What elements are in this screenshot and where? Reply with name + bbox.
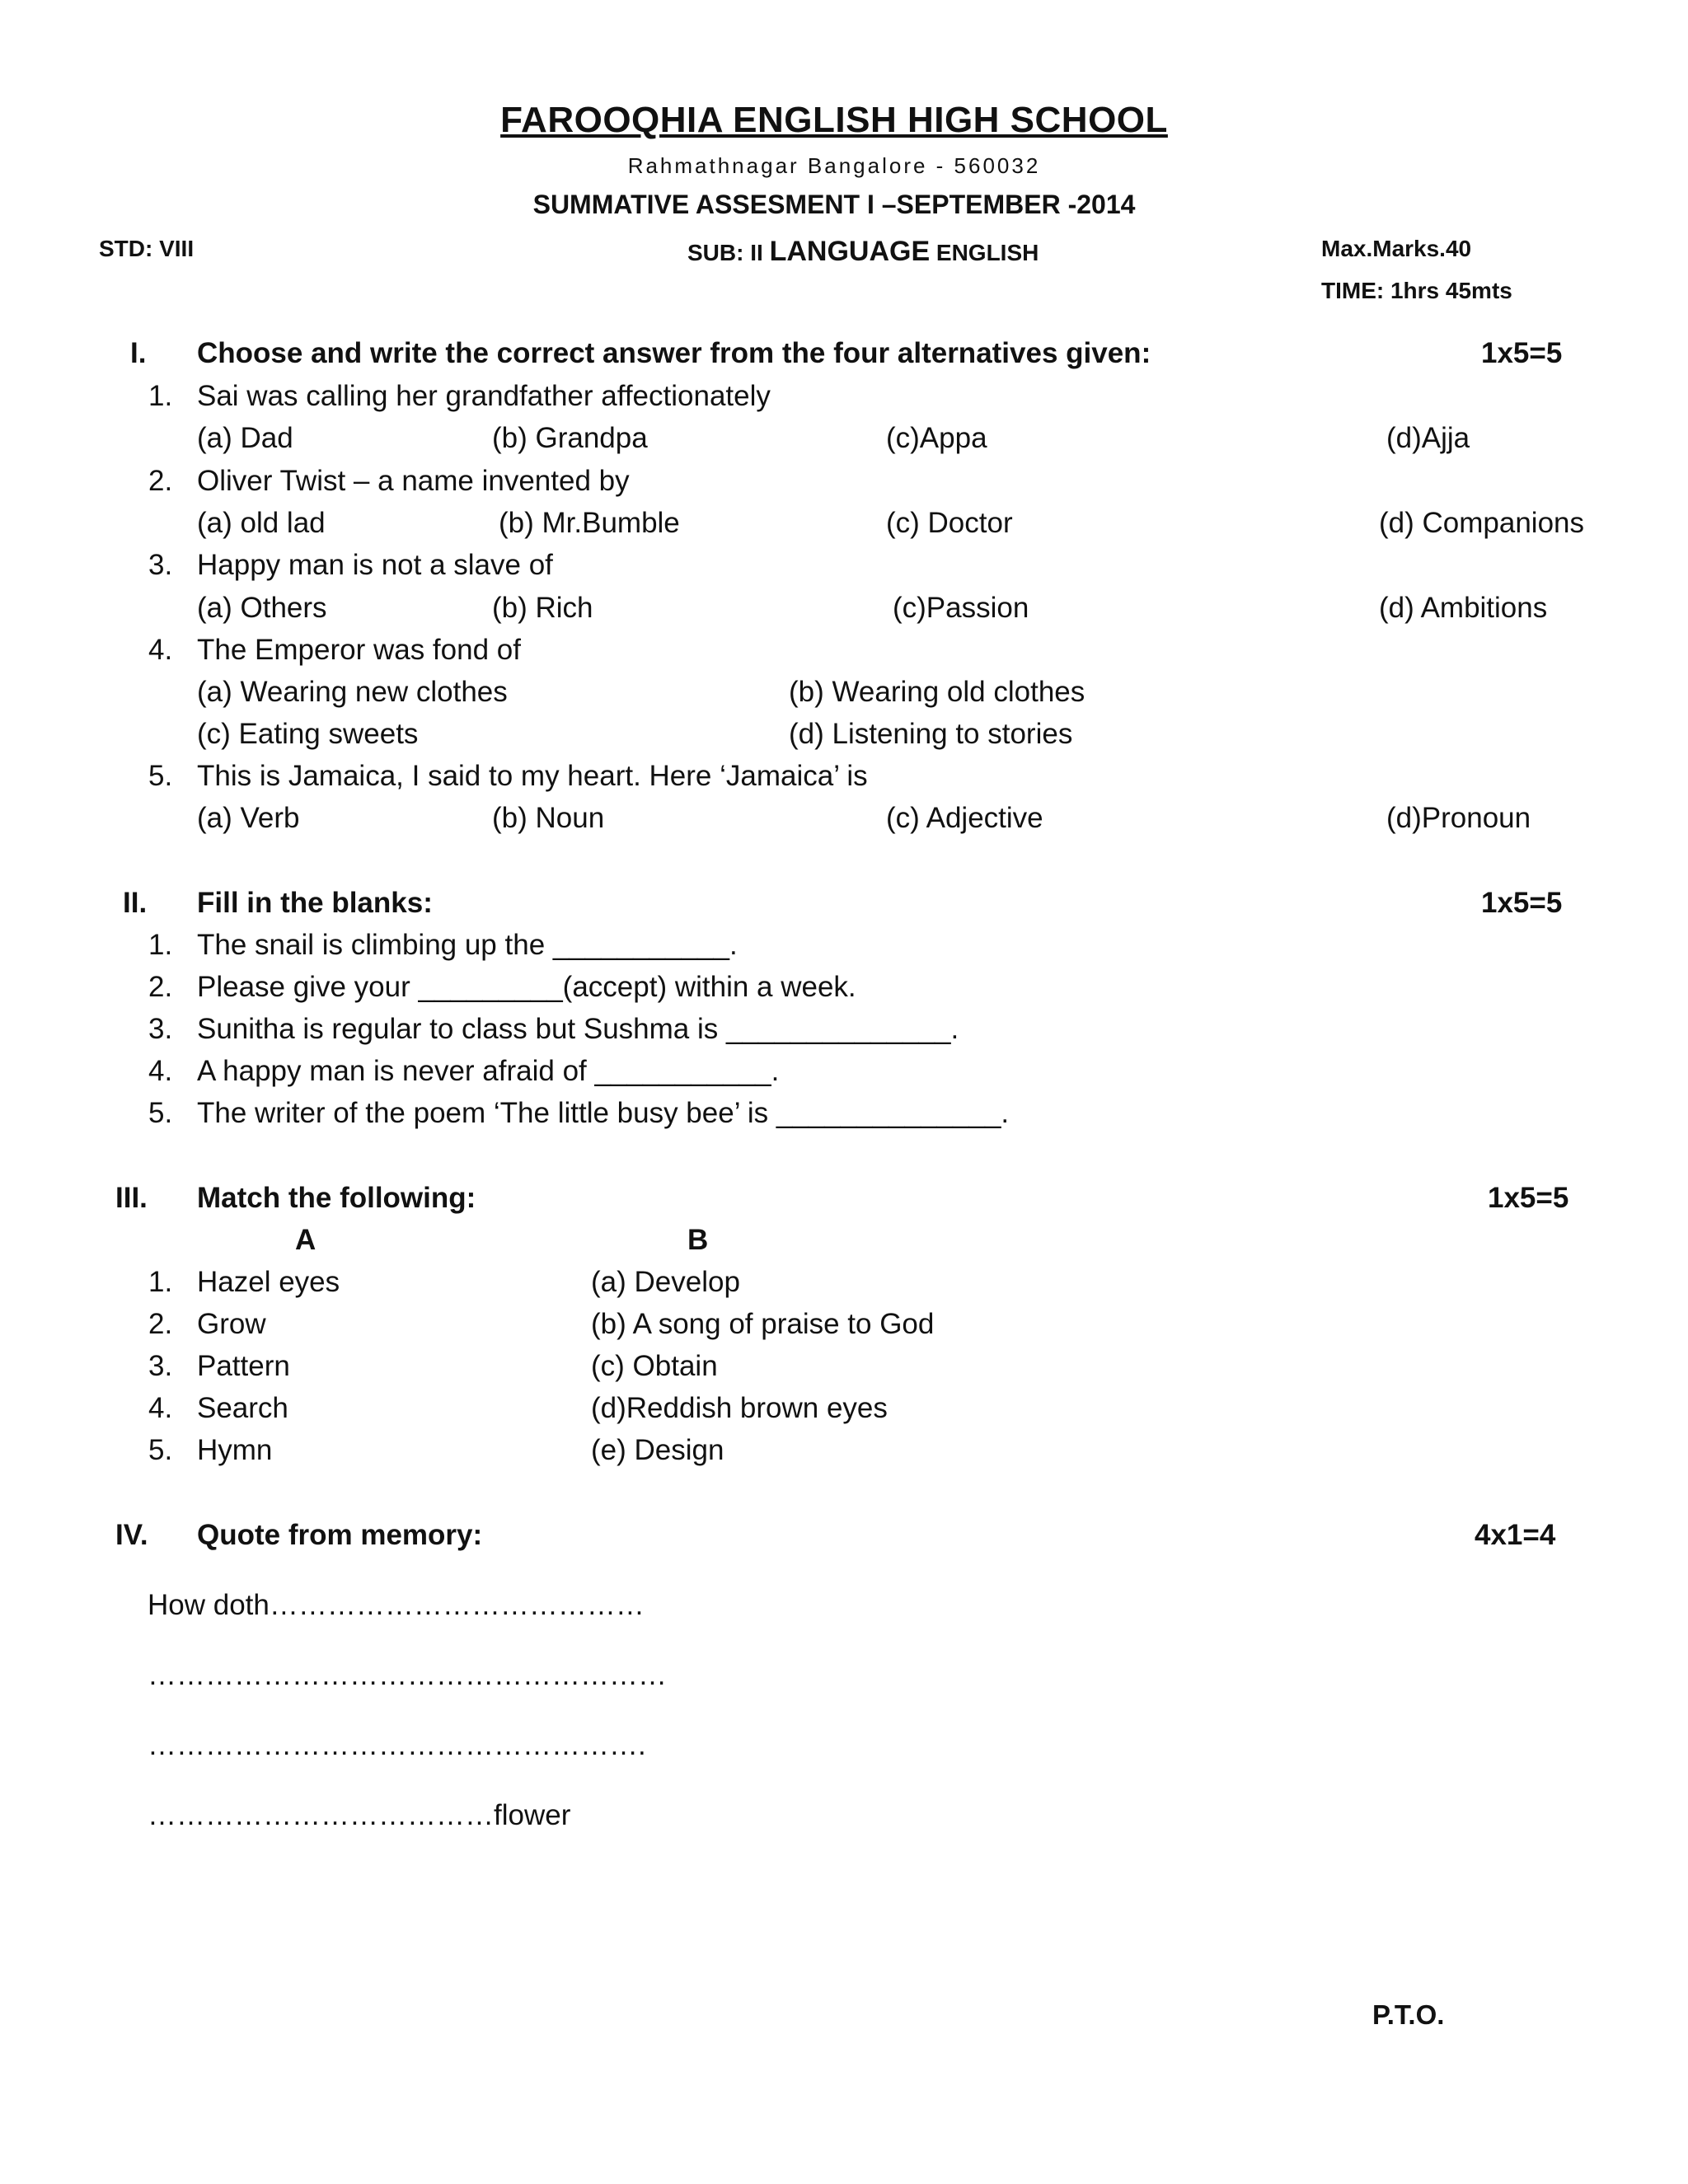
item-number: 3. [148,1013,173,1045]
column-b-item: (b) A song of praise to God [591,1308,935,1340]
option-a: (a) Verb [197,802,300,834]
question-number: 4. [148,634,173,666]
quote-line: ……………………………………………… [148,1659,667,1691]
section-4-number: IV. [115,1519,148,1551]
option-a: (a) Dad [197,422,293,454]
column-a-item: Pattern [197,1350,290,1382]
section-3-marks: 1x5=5 [1488,1182,1569,1214]
exam-title: SUMMATIVE ASSESMENT I –SEPTEMBER -2014 [532,190,1136,219]
option-b: (b) Wearing old clothes [789,676,1085,708]
option-d: (d)Ajja [1386,422,1470,454]
section-2-marks: 1x5=5 [1481,887,1563,919]
column-a-item: Hazel eyes [197,1266,340,1298]
column-b-item: (d)Reddish brown eyes [591,1392,888,1424]
column-b-item: (c) Obtain [591,1350,718,1382]
section-1-number: I. [130,337,147,369]
section-2-title: Fill in the blanks: [197,887,433,919]
option-b: (b) Rich [492,592,593,624]
section-3-number: III. [115,1182,148,1214]
exam-time: TIME: 1hrs 45mts [1321,278,1512,303]
std-label: STD: VIII [99,236,195,261]
school-address: Rahmathnagar Bangalore - 560032 [627,153,1041,178]
max-marks: Max.Marks.40 [1321,236,1472,261]
subject-prefix: SUB: II [687,240,763,265]
item-text: Sunitha is regular to class but Sushma is ______________. [197,1013,959,1045]
row-number: 3. [148,1350,173,1382]
question-number: 1. [148,380,173,412]
column-a-item: Search [197,1392,288,1424]
section-2-number: II. [123,887,148,919]
quote-line: ……………………………………………. [148,1729,646,1761]
option-c: (c) Adjective [886,802,1043,834]
option-a: (a) Wearing new clothes [197,676,508,708]
question-text: Sai was calling her grandfather affectionately [197,380,771,412]
question-text: Oliver Twist – a name invented by [197,465,630,497]
item-number: 2. [148,971,173,1003]
option-b: (b) Mr.Bumble [499,507,680,539]
row-number: 5. [148,1434,173,1466]
item-text: A happy man is never afraid of ___________. [197,1055,780,1087]
question-number: 5. [148,760,173,792]
column-a-item: Hymn [197,1434,273,1466]
section-1-title: Choose and write the correct answer from the four alternatives given: [197,337,1151,369]
item-number: 4. [148,1055,173,1087]
quote-line: How doth………………………………… [148,1589,645,1621]
question-text: The Emperor was fond of [197,634,521,666]
column-a-item: Grow [197,1308,266,1340]
column-a-header: A [295,1224,316,1256]
column-b-item: (a) Develop [591,1266,740,1298]
option-d: (d) Companions [1379,507,1584,539]
quote-line: ………………………………flower [148,1799,571,1831]
option-d: (d) Ambitions [1379,592,1548,624]
item-text: The writer of the poem ‘The little busy bee’ is ______________. [197,1097,1010,1129]
row-number: 2. [148,1308,173,1340]
section-4-marks: 4x1=4 [1475,1519,1556,1551]
question-number: 3. [148,549,173,581]
option-b: (b) Noun [492,802,605,834]
question-text: This is Jamaica, I said to my heart. Here ‘Jamaica’ is [197,760,868,792]
option-d: (d) Listening to stories [789,718,1073,750]
item-number: 5. [148,1097,173,1129]
item-number: 1. [148,929,173,961]
pto-label: P.T.O. [1372,1999,1445,2030]
subject-name: ENGLISH [935,240,1039,265]
item-text: The snail is climbing up the ___________. [197,929,738,961]
option-a: (a) Others [197,592,327,624]
school-name: FAROOQHIA ENGLISH HIGH SCHOOL [500,100,1168,140]
question-text: Happy man is not a slave of [197,549,553,581]
section-3-title: Match the following: [197,1182,476,1214]
option-c: (c) Doctor [886,507,1013,539]
column-b-item: (e) Design [591,1434,724,1466]
option-c: (c)Appa [886,422,987,454]
option-a: (a) old lad [197,507,326,539]
option-c: (c) Eating sweets [197,718,419,750]
row-number: 1. [148,1266,173,1298]
option-d: (d)Pronoun [1386,802,1531,834]
subject-line [687,237,1039,265]
option-c: (c)Passion [893,592,1029,624]
section-4-title: Quote from memory: [197,1519,483,1551]
row-number: 4. [148,1392,173,1424]
item-text: Please give your _________(accept) within a week. [197,971,856,1003]
question-number: 2. [148,465,173,497]
section-1-marks: 1x5=5 [1481,337,1563,369]
subject-language: LANGUAGE [769,236,931,267]
column-b-header: B [687,1224,709,1256]
option-b: (b) Grandpa [492,422,648,454]
